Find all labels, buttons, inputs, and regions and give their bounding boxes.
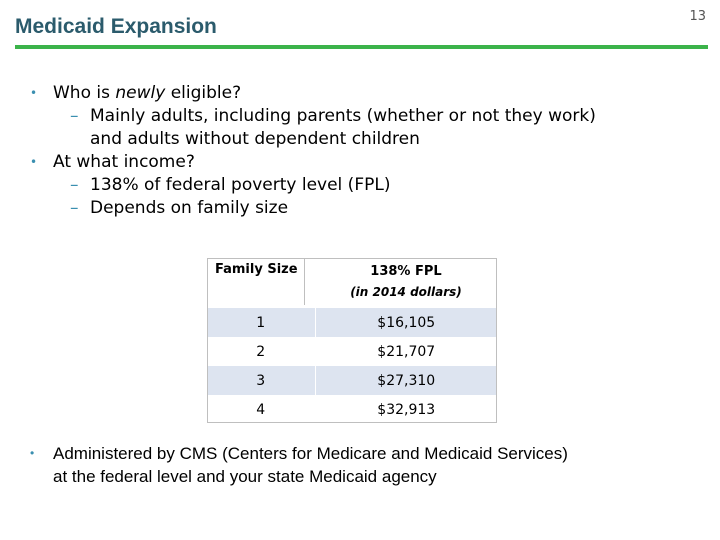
table-row [207,366,497,395]
fpl-amount-cell: $16,105 [315,308,497,337]
sub-bullet-text: 138% of federal poverty level (FPL) [90,175,391,195]
bullet-item-administration [28,442,708,465]
header-fpl [315,258,497,308]
bullet-dot-icon: • [30,446,35,460]
bullet-text-line2: at the federal level and your state Medicaid agency [53,467,437,486]
bullet-item-eligibility [28,82,698,105]
sub-bullet-item [28,197,698,220]
sub-bullet-text: and adults without dependent children [90,129,420,149]
dash-icon: – [70,175,79,195]
bullet-text-line1: Administered by CMS (Centers for Medicare and Medicaid Services) [53,444,568,463]
sub-bullet-item [28,174,698,197]
fpl-amount-cell: $27,310 [315,366,497,395]
dash-icon: – [70,198,79,218]
bullet-dot-icon: • [30,86,38,100]
sub-bullet-text: Depends on family size [90,198,289,218]
fpl-amount-cell: $32,913 [315,395,497,424]
header-fpl-label: 138% FPL [370,264,442,279]
bullet-continuation [28,465,708,488]
table-row [207,308,497,337]
family-size-cell: 4 [256,401,266,418]
sub-bullet-item [28,105,698,128]
bullet-text-prefix: Who is [53,83,116,103]
bullet-item-income [28,151,698,174]
bullet-list [28,82,698,220]
bullet-text-suffix: eligible? [165,83,242,103]
table-row [207,337,497,366]
family-size-cell: 2 [256,343,266,360]
family-size-cell: 3 [207,366,315,395]
fpl-amount-cell: $21,707 [315,337,497,366]
header-family-size: Family Size [215,262,298,277]
sub-bullet-text: Mainly adults, including parents (whether or not they work) [90,106,596,126]
table-header-row [207,258,497,308]
page-number: 13 [689,9,706,24]
bullet-dot-icon: • [30,155,38,169]
title-divider [15,45,708,49]
dash-icon: – [70,106,79,126]
bottom-bullet [28,442,708,488]
slide-title: Medicaid Expansion [15,15,217,38]
family-size-cell: 1 [207,308,315,337]
header-fpl-sublabel: (in 2014 dollars) [350,285,462,299]
bullet-text: At what income? [53,152,195,172]
table-row [207,395,497,424]
bullet-text-emphasis: newly [115,83,166,103]
sub-bullet-continuation [28,128,698,151]
fpl-table [207,258,497,424]
